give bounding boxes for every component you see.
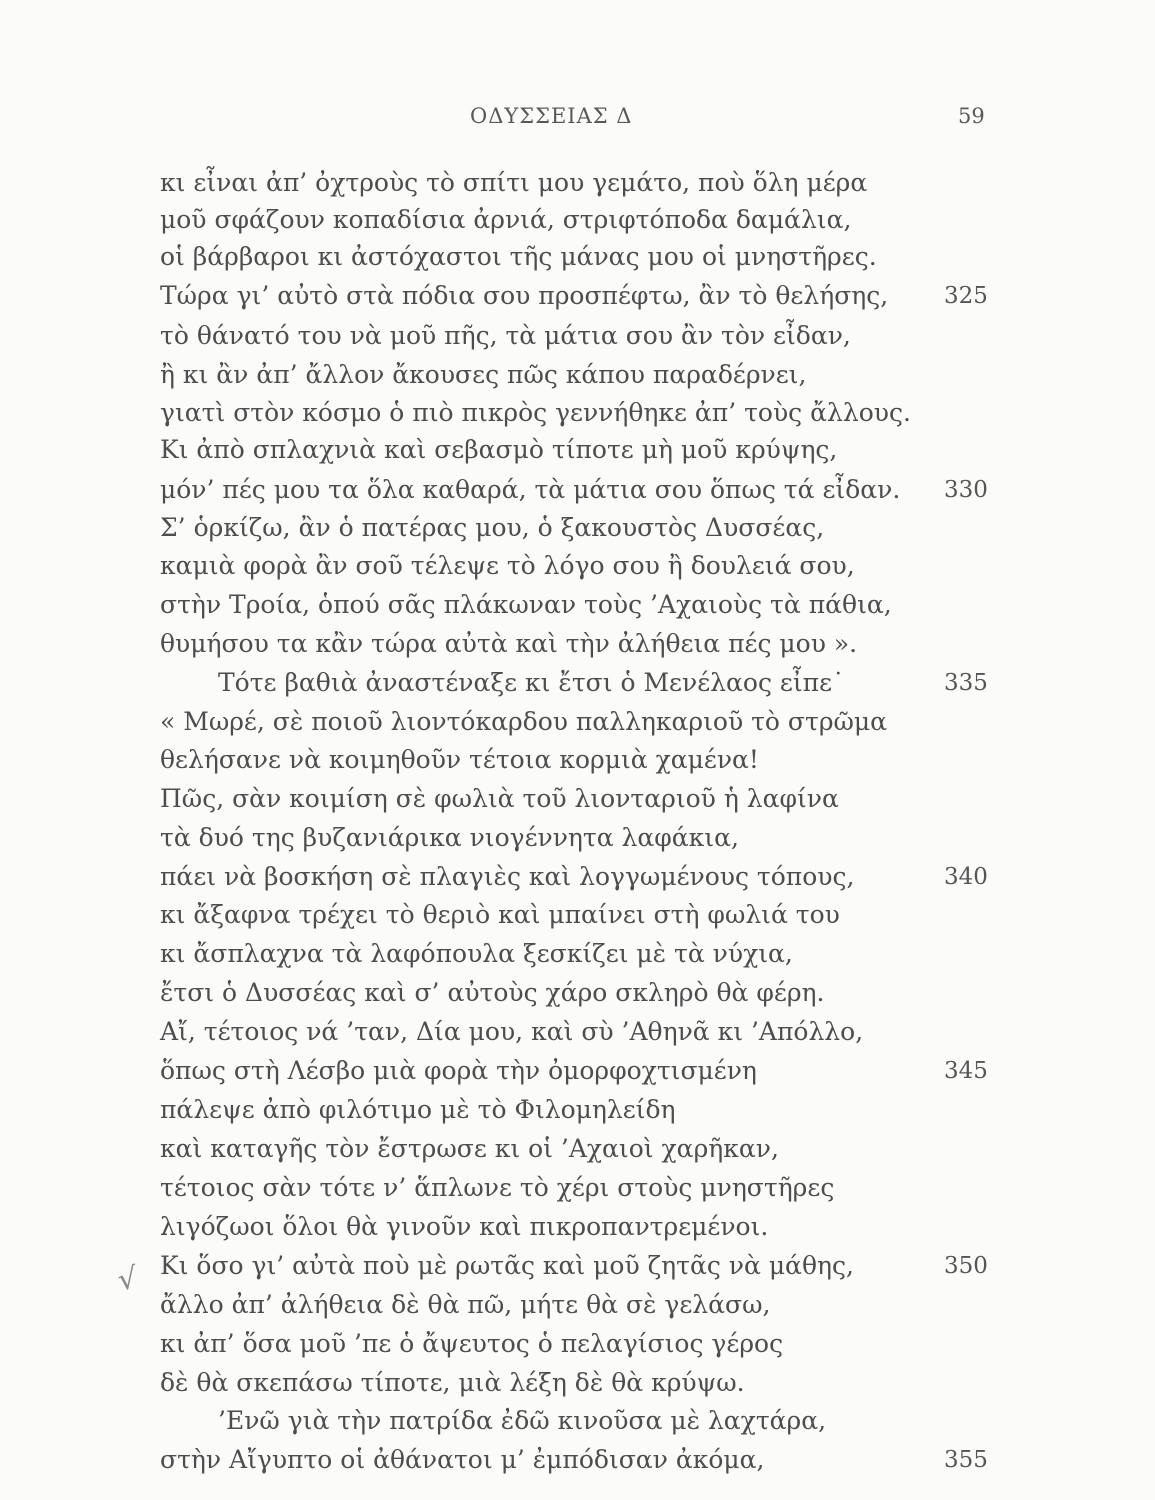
verse-line: Αἴ, τέτοιος νά ’ταν, Δία μου, καὶ σὺ ’Αθηνᾶ κι ’Απόλλο, bbox=[160, 1017, 864, 1046]
line-number: 355 bbox=[944, 1447, 988, 1473]
verse-line: ’Ενῶ γιὰ τὴν πατρίδα ἐδῶ κινοῦσα μὲ λαχτάρα, bbox=[218, 1406, 827, 1435]
verse-line: κι ἄσπλαχνα τὰ λαφόπουλα ξεσκίζει μὲ τὰ νύχια, bbox=[160, 939, 793, 968]
verse-line: μόν’ πές μου τα ὅλα καθαρά, τὰ μάτια σου ὅπως τά εἶδαν. bbox=[160, 475, 901, 504]
verse-line: Τότε βαθιὰ ἀναστέναξε κι ἔτσι ὁ Μενέλαος εἶπε˙ bbox=[218, 668, 845, 697]
line-number: 335 bbox=[944, 670, 988, 696]
verse-line: κι ἄξαφνα τρέχει τὸ θεριὸ καὶ μπαίνει στὴ φωλιά του bbox=[160, 900, 840, 929]
verse-line: γιατὶ στὸν κόσμο ὁ πιὸ πικρὸς γεννήθηκε ἀπ’ τοὺς ἄλλους. bbox=[160, 398, 911, 427]
verse-line: στὴν Τροία, ὁπού σᾶς πλάκωναν τοὺς ’Αχαιοὺς τὰ πάθια, bbox=[160, 590, 892, 619]
line-number: 325 bbox=[944, 283, 988, 309]
verse-line: πάλεψε ἀπὸ φιλότιμο μὲ τὸ Φιλομηλείδη bbox=[160, 1095, 676, 1124]
verse-line: θελήσανε νὰ κοιμηθοῦν τέτοια κορμιὰ χαμένα! bbox=[160, 745, 759, 774]
verse-line: Κι ἀπὸ σπλαχνιὰ καὶ σεβασμὸ τίποτε μὴ μοῦ κρύψης, bbox=[160, 435, 838, 464]
verse-line: τὰ δυό της βυζανιάρικα νιογέννητα λαφάκια, bbox=[160, 823, 739, 852]
verse-line: κι ἀπ’ ὅσα μοῦ ’πε ὁ ἄψευτος ὁ πελαγίσιος γέρος bbox=[160, 1329, 784, 1358]
verse-line: μοῦ σφάζουν κοπαδίσια ἀρνιά, στριφτόποδα δαμάλια, bbox=[160, 205, 852, 234]
verse-line: Σ’ ὁρκίζω, ἂν ὁ πατέρας μου, ὁ ξακουστὸς Δυσσέας, bbox=[160, 513, 825, 542]
verse-line: κι εἶναι ἀπ’ ὀχτροὺς τὸ σπίτι μου γεμάτο, ποὺ ὅλη μέρα bbox=[160, 168, 868, 197]
page-number: 59 bbox=[958, 104, 985, 128]
line-number: 340 bbox=[944, 864, 988, 890]
verse-line: Κι ὅσο γι’ αὐτὰ ποὺ μὲ ρωτᾶς καὶ μοῦ ζητᾶς νὰ μάθης, bbox=[160, 1251, 854, 1280]
verse-line: ἢ κι ἂν ἀπ’ ἄλλον ἄκουσες πῶς κάπου παραδέρνει, bbox=[160, 360, 807, 389]
verse-line: ἔτσι ὁ Δυσσέας καὶ σ’ αὐτοὺς χάρο σκληρὸ θὰ φέρη. bbox=[160, 978, 825, 1007]
verse-line: καμιὰ φορὰ ἂν σοῦ τέλεψε τὸ λόγο σου ἢ δουλειά σου, bbox=[160, 551, 855, 580]
verse-line: τέτοιος σὰν τότε ν’ ἅπλωνε τὸ χέρι στοὺς μνηστῆρες bbox=[160, 1173, 835, 1202]
line-number: 330 bbox=[944, 477, 988, 503]
running-head: ΟΔΥΣΣΕΙΑΣ Δ bbox=[470, 104, 633, 128]
verse-line: θυμήσου τα κἂν τώρα αὐτὰ καὶ τὴν ἀλήθεια πές μου ». bbox=[160, 629, 858, 658]
line-number: 350 bbox=[944, 1253, 988, 1279]
line-number: 345 bbox=[944, 1058, 988, 1084]
verse-line: Τώρα γι’ αὐτὸ στὰ πόδια σου προσπέφτω, ἂν τὸ θελήσης, bbox=[160, 281, 889, 310]
verse-line: ἄλλο ἀπ’ ἀλήθεια δὲ θὰ πῶ, μήτε θὰ σὲ γελάσω, bbox=[160, 1290, 771, 1319]
verse-line: λιγόζωοι ὅλοι θὰ γινοῦν καὶ πικροπαντρεμένοι. bbox=[160, 1212, 769, 1241]
verse-line: πάει νὰ βοσκήση σὲ πλαγιὲς καὶ λογγωμένους τόπους, bbox=[160, 862, 855, 891]
verse-line: στὴν Αἴγυπτο οἱ ἀθάνατοι μ’ ἐμπόδισαν ἀκόμα, bbox=[160, 1445, 765, 1474]
verse-line: οἱ βάρβαροι κι ἀστόχαστοι τῆς μάνας μου οἱ μνηστῆρες. bbox=[160, 242, 877, 271]
verse-line: δὲ θὰ σκεπάσω τίποτε, μιὰ λέξη δὲ θὰ κρύψω. bbox=[160, 1368, 745, 1397]
verse-line: ὅπως στὴ Λέσβο μιὰ φορὰ τὴν ὀμορφοχτισμένη bbox=[160, 1056, 757, 1085]
verse-line: « Μωρέ, σὲ ποιοῦ λιοντόκαρδου παλληκαριοῦ τὸ στρῶμα bbox=[160, 707, 888, 736]
verse-line: Πῶς, σὰν κοιμίση σὲ φωλιὰ τοῦ λιονταριοῦ ἡ λαφίνα bbox=[160, 784, 839, 813]
verse-line: καὶ καταγῆς τὸν ἔστρωσε κι οἱ ’Αχαιοὶ χαρῆκαν, bbox=[160, 1134, 779, 1163]
check-mark-icon: √ bbox=[115, 1260, 140, 1299]
verse-line: τὸ θάνατό του νὰ μοῦ πῆς, τὰ μάτια σου ἂν τὸν εἶδαν, bbox=[160, 321, 851, 350]
